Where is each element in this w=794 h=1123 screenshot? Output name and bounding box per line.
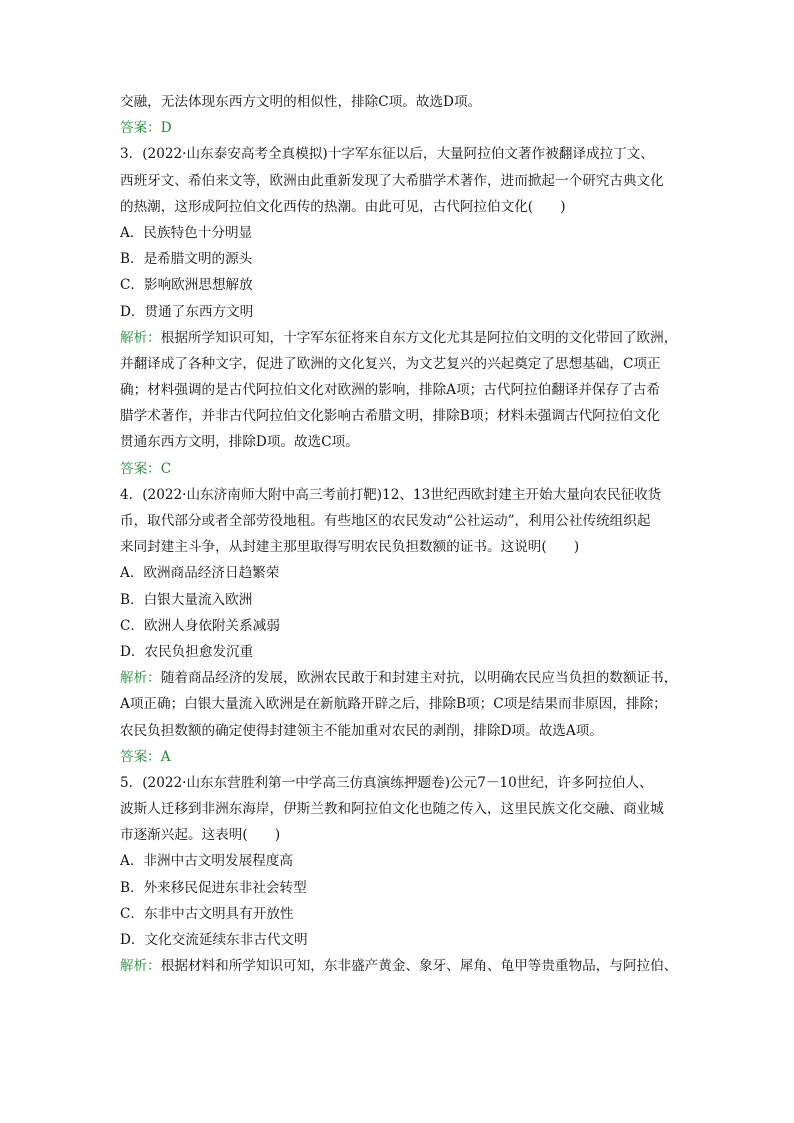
option-d: D．文化交流延续东非古代文明 (120, 932, 308, 948)
question-stem-line: 3．(2022·山东泰安高考全真模拟)十字军东征以后，大量阿拉伯文著作被翻译成拉丁文、 (120, 146, 654, 163)
document-page (120, 93, 680, 983)
analysis-line (120, 957, 680, 983)
analysis-label: 解析： (120, 670, 161, 687)
analysis-line (120, 329, 680, 355)
option-a: A．非洲中古文明发展程度高 (120, 853, 293, 870)
answer-value: D (160, 120, 172, 137)
analysis-line: 农民负担数额的确定使得封建领主不能加重对农民的剥削，排除D项。故选A项。 (120, 722, 603, 739)
answer-line (120, 748, 680, 774)
option-b: B．外来移民促进东非社会转型 (120, 879, 307, 896)
question-stem-line: 波斯人迁移到非洲东海岸，伊斯兰教和阿拉伯文化也随之传入，这里民族文化交融、商业城 (120, 801, 664, 818)
answer-label: 答案： (120, 120, 161, 137)
question-stem-line: 来同封建主斗争，从封建主那里取得写明农民负担数额的证书。这说明( ) (120, 539, 580, 556)
option-c: C．欧洲人身依附关系减弱 (120, 617, 280, 634)
analysis-text: 根据材料和所学知识可知，东非盛产黄金、象牙、犀角、龟甲等贵重物品，与阿拉伯、 (160, 958, 678, 975)
analysis-line: 腊学术著作，并非古代阿拉伯文化影响古希腊文明，排除B项；材料未强调古代阿拉伯文化 (120, 408, 661, 425)
question-stem-line: 西班牙文、希伯来文等，欧洲由此重新发现了大希腊学术著作，进而掀起一个研究古典文化 (120, 172, 664, 189)
analysis-text: 根据所学知识可知，十字军东征将来自东方文化尤其是阿拉伯文明的文化带回了欧洲， (160, 329, 678, 346)
option-b: B．白银大量流入欧洲 (120, 591, 253, 608)
question-4 (120, 486, 680, 774)
answer-line-q2 (120, 119, 680, 145)
analysis-label: 解析： (120, 958, 161, 975)
answer-label: 答案： (120, 460, 161, 477)
question-stem-line: 币，取代部分或者全部劳役地租。有些地区的农民发动“公社运动”，利用公社传统组织起 (120, 513, 651, 529)
analysis-continuation: 交融，无法体现东西方文明的相似性，排除C项。故选D项。 (120, 94, 482, 110)
question-3 (120, 145, 680, 485)
answer-label: 答案： (120, 748, 161, 765)
analysis-text: 随着商品经济的发展，欧洲农民敢于和封建主对抗，以明确农民应当负担的数额证书， (160, 670, 678, 687)
question-stem-line: 5．(2022·山东东营胜利第一中学高三仿真演练押题卷)公元7－10世纪，许多阿拉伯人、 (120, 774, 653, 791)
answer-line (120, 460, 680, 486)
analysis-label: 解析： (120, 329, 161, 346)
analysis-line: 确；材料强调的是古代阿拉伯文化对欧洲的影响，排除A项；古代阿拉伯翻译并保存了古希 (120, 382, 660, 399)
option-d: D．贯通了东西方文明 (120, 303, 254, 320)
question-stem-line: 4．(2022·山东济南师大附中高三考前打靶)12、13世纪西欧封建主开始大量向农民征收货 (120, 486, 662, 503)
analysis-line (120, 669, 680, 695)
answer-value: A (160, 748, 171, 765)
option-c: C．东非中古文明具有开放性 (120, 905, 294, 922)
answer-value: C (160, 460, 172, 477)
analysis-line: A项正确；白银大量流入欧洲是在新航路开辟之后，排除B项；C项是结果而非原因，排除； (120, 696, 667, 713)
question-stem-line: 市逐渐兴起。这表明( ) (120, 827, 281, 844)
option-b: B．是希腊文明的源头 (120, 251, 253, 268)
analysis-line: 并翻译成了各种文字，促进了欧洲的文化复兴，为文艺复兴的兴起奠定了思想基础，C项正 (120, 355, 661, 372)
option-d: D．农民负担愈发沉重 (120, 643, 254, 660)
option-a: A．民族特色十分明显 (120, 224, 253, 241)
option-c: C．影响欧洲思想解放 (120, 277, 253, 294)
option-a: A．欧洲商品经济日趋繁荣 (120, 565, 280, 582)
question-5 (120, 774, 680, 984)
question-stem-line: 的热潮，这形成阿拉伯文化西传的热潮。由此可见，古代阿拉伯文化( ) (120, 198, 566, 215)
analysis-line: 贯通东西方文明，排除D项。故选C项。 (120, 434, 359, 451)
